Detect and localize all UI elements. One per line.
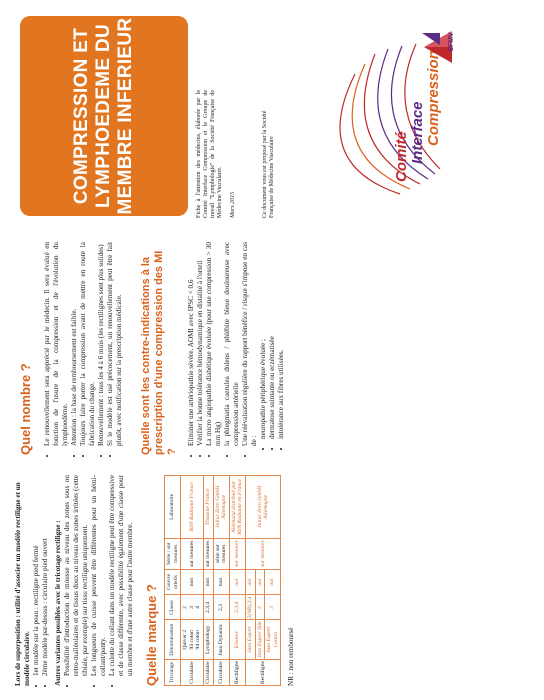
brand-table [164,475,281,686]
list-item: • Les longueurs de cuisse peuvent être différentes pour un hémi-collant/panty. [90,475,108,676]
table-cell: Circulaire [203,660,213,686]
table-cell: 2(NR),3,4 [245,595,255,620]
table-cell: série sur mesures [213,538,229,569]
table-cell: sur mesures [245,538,280,569]
banner-line: COMPRESSION ET [71,27,92,205]
table-cell: Circulaire [213,660,229,686]
table-cell: Elvarex [229,620,245,660]
proposed-block [262,90,276,218]
proposed-text: Ce document vous est proposé par la Société Française de Médecine Vasculaire [262,110,275,218]
logo-word: Comité [393,131,410,182]
table-header: Dénomination [165,620,181,660]
table-cell: Juzo Expert [245,620,255,660]
table-row [181,476,204,686]
table-cell: Allemand distribué par BSN Radiante en France [229,476,245,539]
table-cell: Thuasne France [203,476,213,539]
fiche-text: Fiche à l'attention des médecins, élaborée par le Comité Interface Compression et le Groupe de travail "Lymphologie" de la Société Française de Médecine Vasculaire. [196,90,223,218]
table-cell: Rectiligne [245,660,280,686]
table-header: Tricotage [165,660,181,686]
table-cell: sur mesures [203,538,213,569]
table-header: Classe [165,595,181,620]
footnote: NR : non remboursé [287,627,296,686]
table-cell: Rectiligne [229,660,245,686]
list-item: • la phlegmatia caerulea dolens / phlébite bleue douloureuse avec compression artérielle [223,242,241,446]
list-item: • Toujours faire porter la compression avant de mettre en route la fabrication du change. [79,242,97,446]
list-item: • Eliminer une artériopathie sévère. AOMI avec IPSC < 0,6 [187,242,196,446]
table-cell: Lymphology [203,620,213,660]
table-cell: Quiver 2 93 coton 94 coton [181,620,204,660]
contre-heading: Quelle sont les contre-indications à la prescription d'une compression des MI ? [140,250,178,455]
table-cell: non [203,569,213,595]
table-cell: non [181,569,204,595]
sfmv-logo [418,15,458,69]
table-cell: 2 [255,595,265,620]
table-cell: Juzo Expert Silk [255,620,265,660]
title-banner [20,16,188,216]
table-cell: 2 3 4 [181,595,204,620]
superposition-title: Lors de superposition : utilité d'associer un modèle rectiligne et un modèle circulaire. [14,482,31,686]
table-cell: sur mesures [181,538,204,569]
superposition-list [32,475,50,686]
nombre-list [43,242,124,455]
table-cell: Circulaire [181,660,204,686]
table-cell: 2,3,4 [229,595,245,620]
list-item: • 1er modèle sur la peau : rectiligne pied fermé [32,475,41,676]
list-item: • dermatose suintante ou eczématisée [268,242,277,439]
list-item: • Si le modèle est usé précocement, un renouvellement peut être fait plutôt, avec notification sur la prescription médicale. [106,242,124,446]
logo-word: Compression [425,50,442,146]
list-item: • Vérifier la bonne tolérance hémodynamique en distalité à l'orteil [196,242,205,446]
table-cell: Julius Zorn GmbH Allemagne [213,476,229,539]
table-header: Couvre orteils [165,569,181,595]
table-cell: 2,3,4 [203,595,213,620]
contre-list [187,242,259,455]
table-cell: Julius Zorn GmbH Allemagne [245,476,280,539]
fiche-block [196,90,237,218]
list-item: • Renouvellement : tous les 4 à 6 mois (les rectilignes sont plus solides) [97,242,106,446]
variants-list [63,475,135,686]
nombre-heading: Quel nombre ? [18,363,33,455]
date-text: Mars 2015 [230,191,236,218]
table-row [203,476,213,686]
table-cell: oui [265,569,281,595]
variants-title: Autres variantes possibles avec le tricotage rectiligne : [54,520,62,686]
table-cell: non [213,569,229,595]
list-item: • neuropathie périphérique évoluée ; [259,242,268,439]
table-cell: Juzo Expert Cotton [265,620,281,660]
middle-panel [0,234,544,467]
table-row [229,476,245,686]
list-item: • La micro angiopathie diabétique évoluée (pour une compression > 30 mm Hg) [205,242,223,446]
list-item: • Le renouvellement sera apprécié par le médecin. Il sera évalué en fonction de l'usure de la compression et de l'évolution du lymphoedème. [43,242,70,446]
list-item: • intolérance aux fibres utilisées. [277,242,286,439]
list-item: • Une réévaluation régulière du rapport bénéfice / risque s'impose en cas de : [241,242,259,446]
left-panel [0,467,544,700]
list-item: • 2ème modèle par-dessus : circulaire pied ouvert [41,475,50,676]
table-cell: 2,3 [213,595,229,620]
contre-sub-list [259,242,286,455]
table-row [245,476,255,686]
table-header-row [165,476,181,686]
marque-heading: Quelle marque ? [144,584,159,686]
table-row [213,476,229,686]
table-cell: oui [245,569,255,595]
list-item: • Possibilité d'introduction de mousse au niveau des zones sous ou retro-malléolaires et de tissus doux au niveau des zones irritées (cette tibiale, par exemple) sur tissu rectiligne uniquement. [63,475,90,676]
table-cell: oui [229,569,245,595]
list-item: • Attention : la base de remboursement est faible. [70,242,79,446]
table-cell: BSN Radiante France [181,476,204,539]
logo-word: Interface [409,101,426,164]
banner-line: LYMPHOEDEME DU [93,23,114,209]
table-cell: oui [255,569,265,595]
table-cell: 3 [265,595,281,620]
sfmv-label: SFMV [448,32,455,52]
table-header: Laboratoire [165,476,181,539]
table-cell: Juzo Dynamic [213,620,229,660]
banner-line: MEMBRE INFERIEUR [115,17,136,215]
table-cell: sur mesures [229,538,245,569]
table-header: Série / sur mesures [165,538,181,569]
right-panel [0,0,544,234]
list-item: • La culotte du collant dans un modèle rectiligne peut être compressive et de classe différente, avec possibilité également d'une classe pour un membre et d'une autre classe pour l'autre membre. [108,475,135,676]
